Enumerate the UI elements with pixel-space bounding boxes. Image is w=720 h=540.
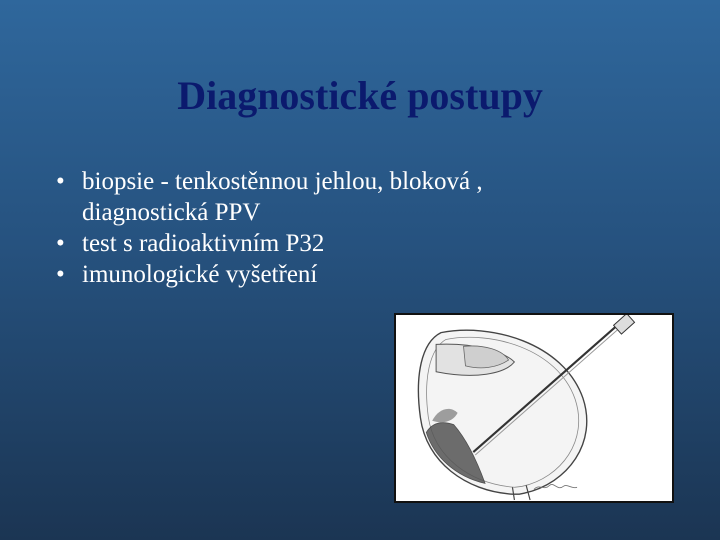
bullet-text: biopsie - tenkostěnnou jehlou, bloková , bbox=[82, 168, 483, 195]
bullet-item-biopsy bbox=[52, 166, 672, 228]
bullet-icon: • bbox=[56, 261, 65, 288]
bullet-icon: • bbox=[56, 168, 65, 195]
bullet-icon: • bbox=[56, 230, 65, 257]
bullet-list bbox=[52, 166, 672, 290]
bullet-item-immunology bbox=[52, 259, 672, 290]
eye-biopsy-needle-icon bbox=[396, 315, 672, 501]
eye-biopsy-illustration bbox=[394, 313, 674, 503]
bullet-text: imunologické vyšetření bbox=[82, 261, 318, 288]
bullet-item-radioactive-test bbox=[52, 228, 672, 259]
slide-title: Diagnostické postupy bbox=[177, 73, 543, 118]
bullet-text-continued: diagnostická PPV bbox=[82, 199, 261, 226]
bullet-text: test s radioaktivním P32 bbox=[82, 230, 325, 257]
